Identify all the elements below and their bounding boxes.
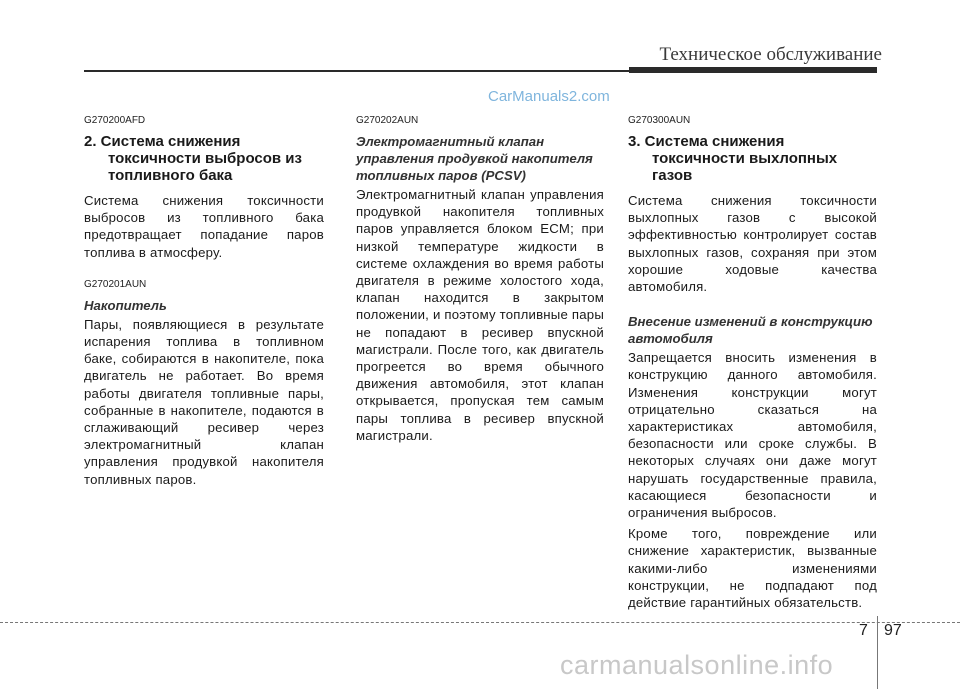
footer-divider: [877, 616, 878, 689]
section-code: G270202AUN: [356, 115, 419, 126]
page-number: 97: [884, 622, 902, 639]
section-heading: 2. Система снижения токсичности выбросов из топливного бака: [84, 133, 302, 184]
paragraph: Запрещается вносить изменения в конструкцию данного автомобиля. Изменения конструкции могут отрицательно сказаться на характеристиках автомобиля, безопасности или сроке службы. В некоторых случаях они даже могут нарушать государственные правила, касающиеся безопасности и ограничения выбросов.: [628, 350, 877, 521]
section-code: G270200AFD: [84, 115, 146, 126]
column-middle: [356, 115, 604, 448]
section-heading: 3. Система снижения токсичности выхлопных газов: [628, 133, 838, 184]
paragraph: Система снижения токсичности выхлопных газов с высокой эффективностью контролирует состав выхлопных газов, сохраняя при этом хорошие ходовые качества автомобиля.: [628, 193, 877, 295]
paragraph: Кроме того, повреждение или снижение характеристик, вызванные какими-либо изменениями конструкции, не подпадают под действие гарантийных обязательств.: [628, 526, 877, 611]
watermark-footer: carmanualsonline.info: [560, 650, 834, 680]
watermark-overlay: CarManuals2.com: [488, 88, 610, 105]
section-code: G270201AUN: [84, 278, 147, 290]
column-right: [628, 115, 877, 615]
column-left: [84, 115, 324, 492]
subsection-heading: Накопитель: [84, 297, 167, 313]
header-rule-thick: [629, 67, 877, 73]
subsection-heading: Электромагнитный клапан управления продувкой накопителя топливных паров (PCSV): [356, 134, 593, 183]
header-rule-thin: [84, 70, 629, 72]
paragraph: Пары, появляющиеся в результате испарения топлива в топливном баке, собираются в накопителе, пока двигатель не работает. Во время работы двигателя топливные пары, собранные в накопителе, подаются в сглаживающий ресивер через электромагнитный клапан управления продувкой накопителя топливных паров.: [84, 316, 324, 487]
paragraph: Система снижения токсичности выбросов из топливного бака предотвращает попадание паров топлива в атмосферу.: [84, 193, 324, 260]
chapter-number: 7: [859, 622, 868, 639]
subsection-heading: Внесение изменений в конструкцию автомобиля: [628, 314, 873, 347]
footer-dashed-rule: [0, 622, 960, 623]
paragraph: Электромагнитный клапан управления продувкой накопителя топливных паров управляется блоком ECM; при низкой температуре жидкости в системе охлаждения во время работы двигателя в режиме холостого хода, клапан находится в закрытом положении, и поэтому топливные пары не попадают в ресивер впускной магистрали. После того, как двигатель прогреется во время обычного движения автомобиля, этот клапан открывается, пропуская тем самым пары топлива в ресивер впускной магистрали.: [356, 187, 604, 443]
section-code: G270300AUN: [628, 115, 691, 126]
page-header-title: Техническое обслуживание: [659, 44, 882, 65]
